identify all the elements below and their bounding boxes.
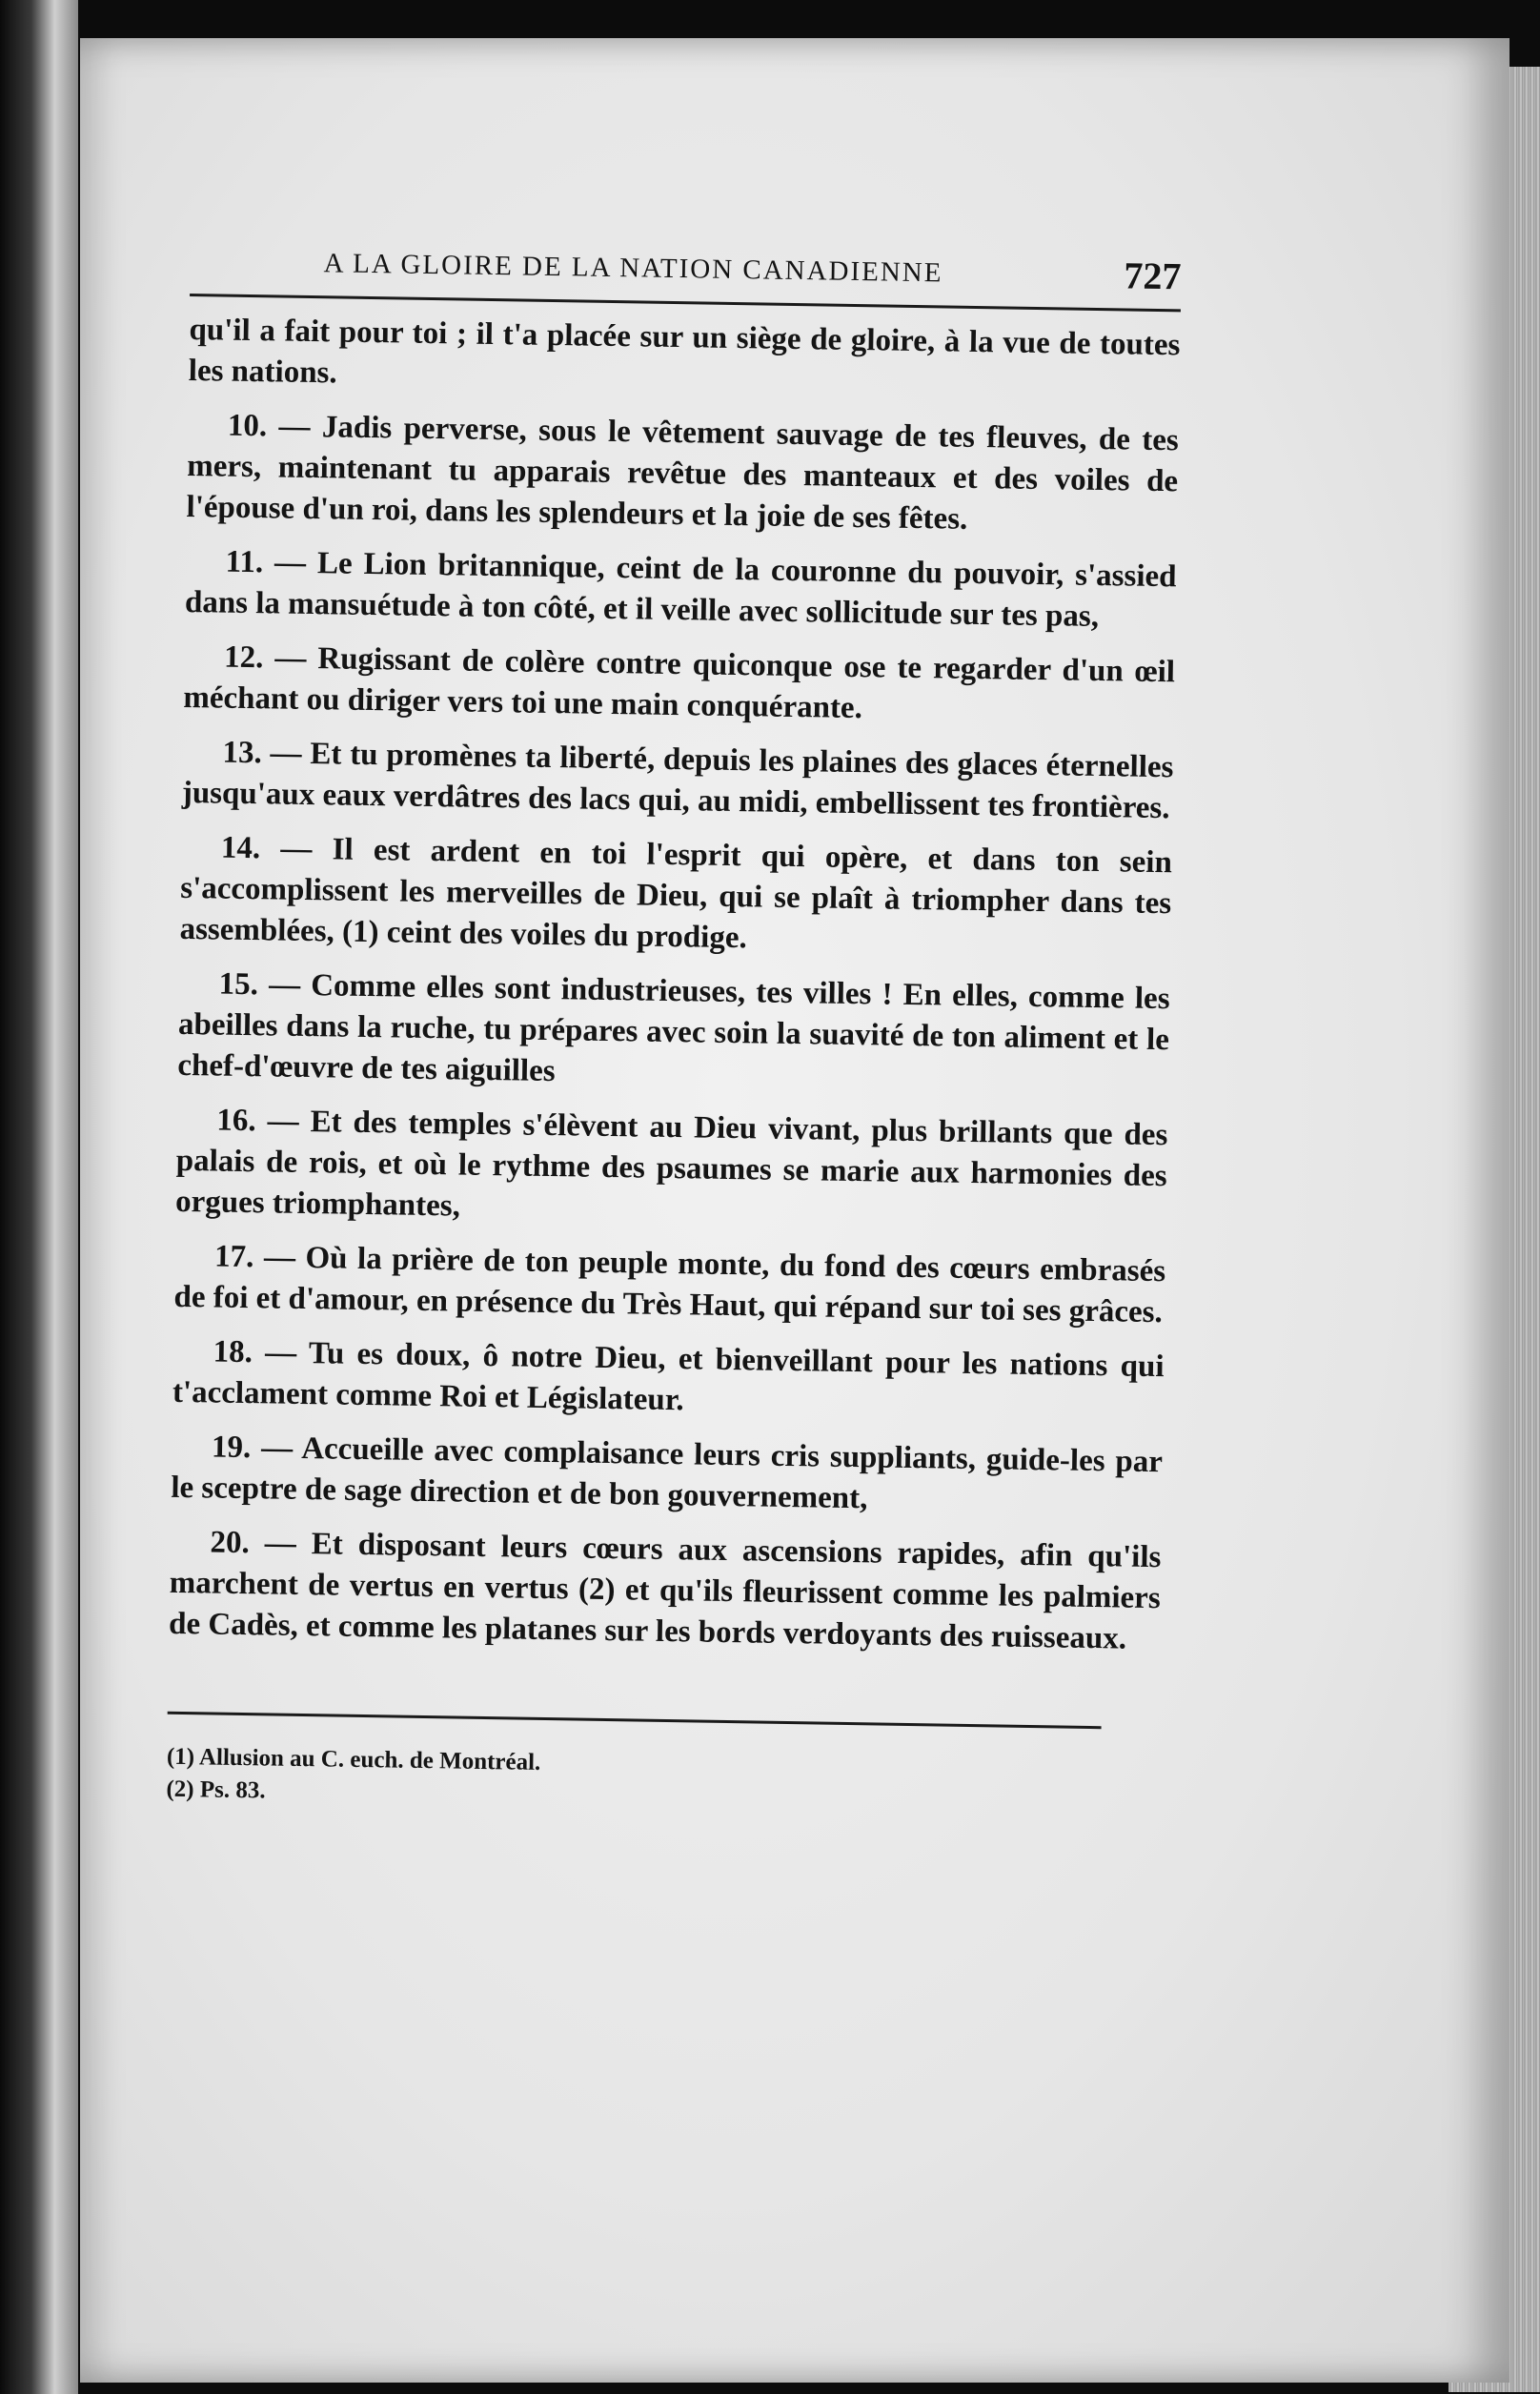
page-content xyxy=(166,238,1182,1821)
footnote-2: (2) Ps. 83. xyxy=(166,1775,266,1804)
footnote-rule xyxy=(168,1712,1102,1729)
verse-18: 18. — Tu es doux, ô notre Dieu, et bienveillant pour les nations qui t'acclament comme Roi et Législateur. xyxy=(172,1334,1165,1418)
verse-17: 17. — Où la prière de ton peuple monte, du fond des cœurs embrasés de foi et d'amour, en présence du Très Haut, qui répand sur toi ses grâces. xyxy=(173,1239,1166,1330)
body-text xyxy=(169,310,1181,1660)
verse-13: 13. — Et tu promènes ta liberté, depuis les plaines des glaces éternelles jusqu'aux eaux verdâtres des lacs qui, au midi, embellissent tes frontières. xyxy=(181,735,1174,826)
running-title: A LA GLOIRE DE LA NATION CANADIENNE xyxy=(323,248,943,289)
page-number: 727 xyxy=(1124,254,1182,298)
verse-15: 15. — Comme elles sont industrieuses, tes villes ! En elles, comme les abeilles dans la ruche, tu prépares avec soin la suavité de ton aliment et le chef-d'œuvre de tes aiguilles xyxy=(177,966,1170,1089)
verse-12: 12. — Rugissant de colère contre quiconque ose te regarder d'un œil méchant ou diriger vers toi une main conquérante. xyxy=(183,639,1176,726)
verse-19: 19. — Accueille avec complaisance leurs cris suppliants, guide-les par le sceptre de sage direction et de bon gouvernement, xyxy=(171,1430,1164,1516)
facing-page-edge xyxy=(0,0,78,2394)
verse-11: 11. — Le Lion britannique, ceint de la couronne du pouvoir, s'assied dans la mansuétude à ton côté, et il veille avec sollicitude sur tes pas, xyxy=(184,544,1177,635)
verse-16: 16. — Et des temples s'élèvent au Dieu vivant, plus brillants que des palais de rois, et où le rythme des psaumes se marie aux harmonies des orgues triomphantes, xyxy=(174,1103,1168,1224)
footnote-1: (1) Allusion au C. euch. de Montréal. xyxy=(166,1743,541,1775)
verse-20: 20. — Et disposant leurs cœurs aux ascensions rapides, afin qu'ils marchent de vertus en vertus (2) et qu'ils fleurissent comme les palmiers de Cadès, et comme les platanes sur les bords verdoyants des ruisseaux. xyxy=(168,1525,1162,1656)
verse-10: 10. — Jadis perverse, sous le vêtement sauvage de tes fleuves, de tes mers, maintenant tu apparais revêtue des manteaux et des voiles de l'épouse d'un roi, dans les splendeurs et la joie de ses fêtes. xyxy=(186,408,1180,537)
continuation-paragraph: qu'il a fait pour toi ; il t'a placée sur un siège de gloire, à la vue de toutes les nations. xyxy=(188,312,1181,391)
verse-14: 14. — Il est ardent en toi l'esprit qui opère, et dans ton sein s'accomplissent les merveilles de Dieu, qui se plaît à triompher dans tes assemblées, (1) ceint des voiles du prodige. xyxy=(179,830,1173,956)
